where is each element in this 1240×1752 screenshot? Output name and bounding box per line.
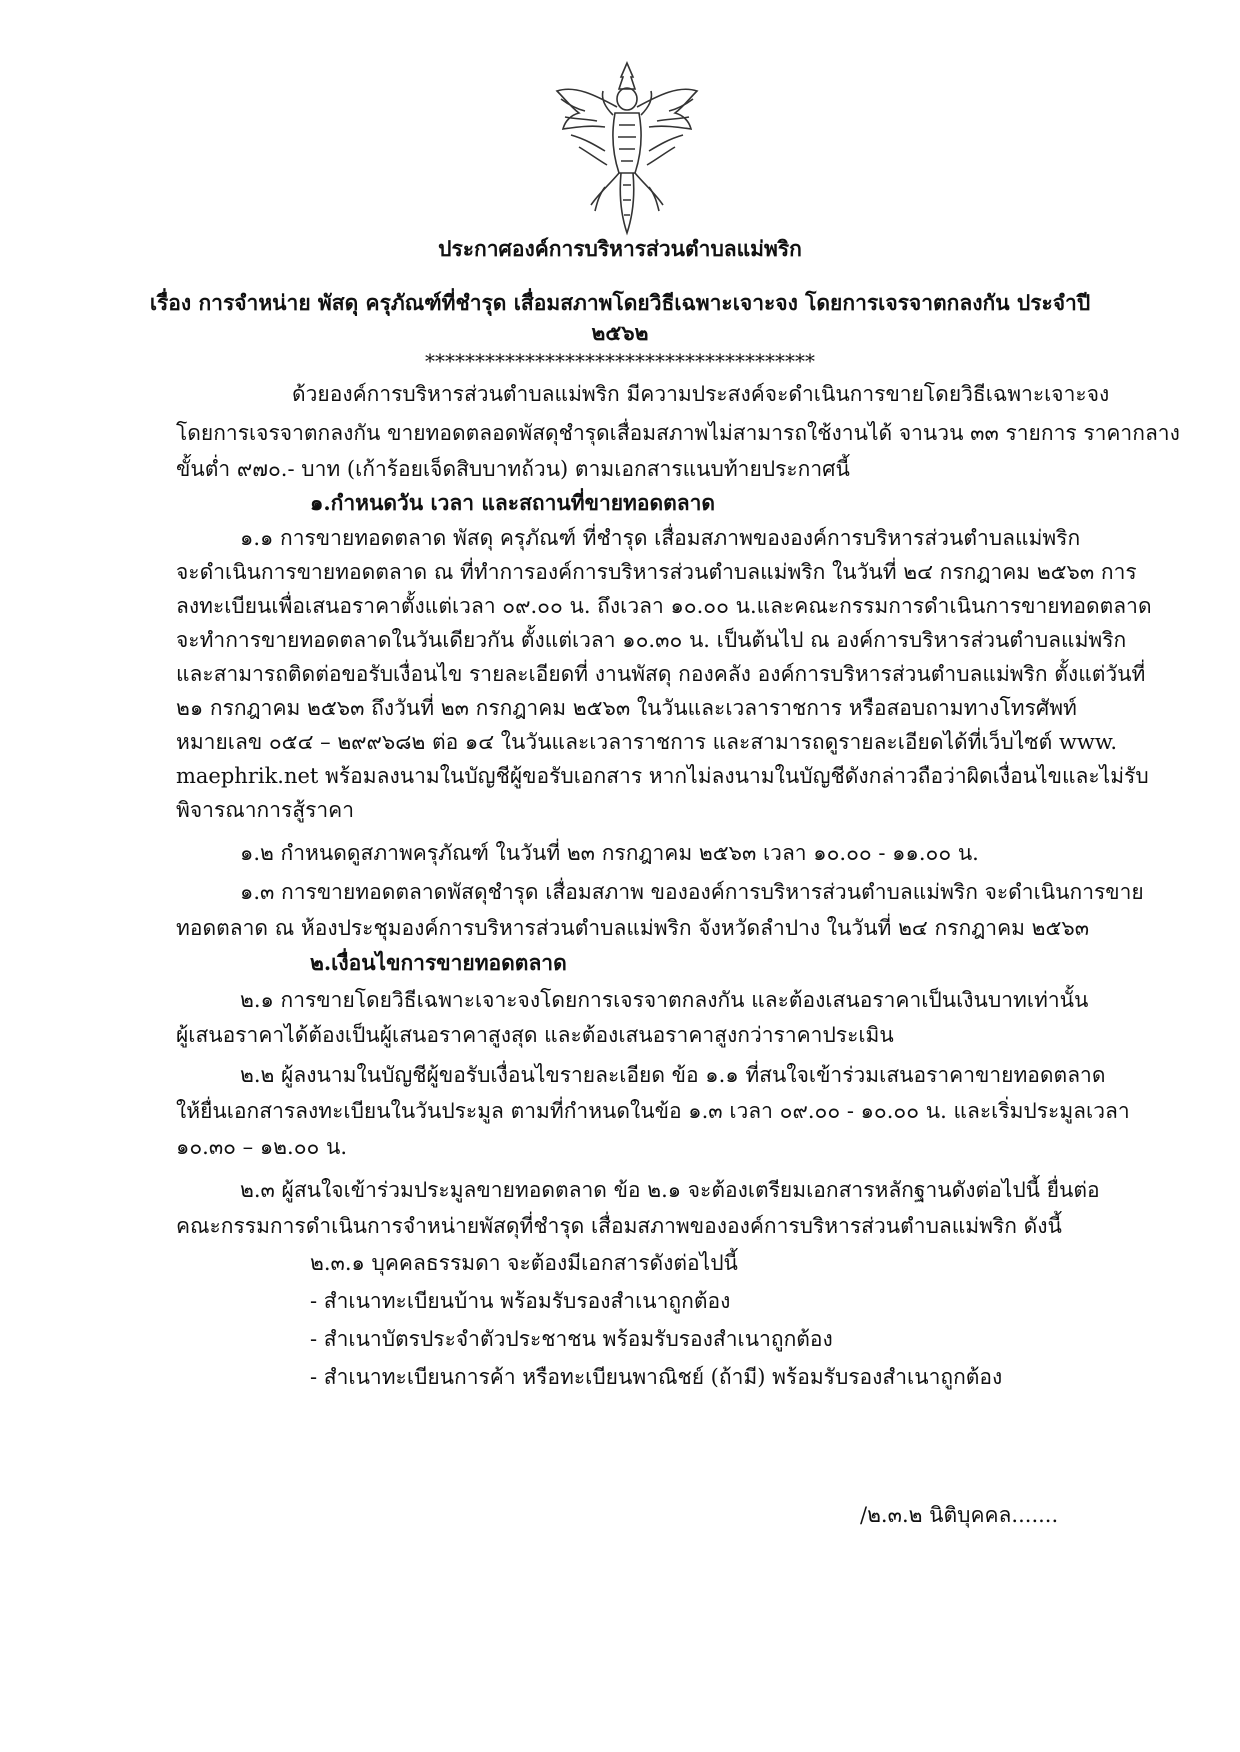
continuation-note: /๒.๓.๒ นิติบุคคล....... [860,1503,1059,1527]
document-list-item: - สำเนาทะเบียนบ้าน พร้อมรับรองสำเนาถูกต้อง [310,1286,730,1316]
item-1-2: ๑.๒ กำหนดดูสภาพครุภัณฑ์ ในวันที่ ๒๓ กรกฎาคม ๒๕๖๓ เวลา ๑๐.๐๐ - ๑๑.๐๐ น. [240,841,979,865]
item-1-1-line: พิจารณาการสู้ราคา [176,798,355,822]
item-1-1-line: และสามารถติดต่อขอรับเงื่อนไข รายละเอียดที่ งานพัสดุ กองคลัง องค์การบริหารส่วนตำบลแม่พริก ตั้งแต่วันที่ [176,662,1146,686]
intro-line: ขั้นต่ำ ๙๗๐.- บาท (เก้าร้อยเจ็ดสิบบาทถ้วน) ตามเอกสารแนบท้ายประกาศนี้ [176,457,850,481]
item-1-1-line: จะดำเนินการขายทอดตลาด ณ ที่ทำการองค์การบริหารส่วนตำบลแม่พริก ในวันที่ ๒๔ กรกฎาคม ๒๕๖๓ การ [176,560,1137,584]
item-2-2-line: ให้ยื่นเอกสารลงทะเบียนในวันประมูล ตามที่กำหนดในข้อ ๑.๓ เวลา ๐๙.๐๐ - ๑๐.๐๐ น. และเริ่มประมูลเวลา [176,1099,1130,1123]
intro-line: ด้วยองค์การบริหารส่วนตำบลแม่พริก มีความประสงค์จะดำเนินการขายโดยวิธีเฉพาะเจาะจง [292,382,1110,406]
garuda-emblem-icon [535,55,720,240]
item-2-1-line: ผู้เสนอราคาได้ต้องเป็นผู้เสนอราคาสูงสุด และต้องเสนอราคาสูงกว่าราคาประเมิน [176,1023,894,1047]
item-1-1-line: หมายเลข ๐๕๔ – ๒๙๙๖๘๒ ต่อ ๑๔ ในวันและเวลาราชการ และสามารถดูรายละเอียดได้ที่เว็บไซต์ www. [176,730,1118,754]
document-list-item: - สำเนาทะเบียนการค้า หรือทะเบียนพาณิชย์ (ถ้ามี) พร้อมรับรองสำเนาถูกต้อง [310,1362,1002,1392]
document-list-item: - สำเนาบัตรประจำตัวประชาชน พร้อมรับรองสำเนาถูกต้อง [310,1324,833,1354]
separator-line: *************************************** [425,349,815,373]
item-2-2-line: ๒.๒ ผู้ลงนามในบัญชีผู้ขอรับเงื่อนไขรายละเอียด ข้อ ๑.๑ ที่สนใจเข้าร่วมเสนอราคาขายทอดตลาด [240,1063,1106,1087]
item-2-1-line: ๒.๑ การขายโดยวิธีเฉพาะเจาะจงโดยการเจรจาตกลงกัน และต้องเสนอราคาเป็นเงินบาทเท่านั้น [240,988,1089,1012]
item-1-1-line: ๑.๑ การขายทอดตลาด พัสดุ ครุภัณฑ์ ที่ชำรุด เสื่อมสภาพขององค์การบริหารส่วนตำบลแม่พริก [240,526,1081,550]
item-1-3-line: ๑.๓ การขายทอดตลาดพัสดุชำรุด เสื่อมสภาพ ขององค์การบริหารส่วนตำบลแม่พริก จะดำเนินการขาย [240,880,1144,904]
section-2-heading: ๒.เงื่อนไขการขายทอดตลาด [310,950,567,975]
item-2-3-1: ๒.๓.๑ บุคคลธรรมดา จะต้องมีเอกสารดังต่อไปนี้ [310,1251,738,1275]
item-1-1-line: maephrik.net พร้อมลงนามในบัญชีผู้ขอรับเอกสาร หากไม่ลงนามในบัญชีดังกล่าวถือว่าผิดเงื่อนไขและไม่รับ [176,764,1149,788]
item-1-1-line: ลงทะเบียนเพื่อเสนอราคาตั้งแต่เวลา ๐๙.๐๐ น. ถึงเวลา ๑๐.๐๐ น.และคณะกรรมการดำเนินการขายทอดตลาด [176,594,1152,618]
item-2-2-line: ๑๐.๓๐ – ๑๒.๐๐ น. [176,1135,348,1159]
item-1-3-line: ทอดตลาด ณ ห้องประชุมองค์การบริหารส่วนตำบลแม่พริก จังหวัดลำปาง ในวันที่ ๒๔ กรกฎาคม ๒๕๖๓ [176,916,1090,940]
item-2-3-line: คณะกรรมการดำเนินการจำหน่ายพัสดุที่ชำรุด เสื่อมสภาพขององค์การบริหารส่วนตำบลแม่พริก ดังนี้ [176,1214,1062,1238]
announcement-title: ประกาศองค์การบริหารส่วนตำบลแม่พริก [438,236,802,261]
item-1-1-line: จะทำการขายทอดตลาดในวันเดียวกัน ตั้งแต่เวลา ๑๐.๓๐ น. เป็นต้นไป ณ องค์การบริหารส่วนตำบลแม่พริก [176,628,1127,652]
subject-line-2: ๒๕๖๒ [591,320,649,345]
item-2-3-line: ๒.๓ ผู้สนใจเข้าร่วมประมูลขายทอดตลาด ข้อ ๒.๑ จะต้องเตรียมเอกสารหลักฐานดังต่อไปนี้ ยื่นต่อ [240,1178,1100,1202]
item-1-1-line: ๒๑ กรกฎาคม ๒๕๖๓ ถึงวันที่ ๒๓ กรกฎาคม ๒๕๖๓ ในวันและเวลาราชการ หรือสอบถามทางโทรศัพท์ [176,696,1077,720]
subject-line-1: เรื่อง การจำหน่าย พัสดุ ครุภัณฑ์ที่ชำรุด เสื่อมสภาพโดยวิธีเฉพาะเจาะจง โดยการเจรจาตกลงกัน ประจำปี [149,290,1091,315]
intro-line: โดยการเจรจาตกลงกัน ขายทอดตลอดพัสดุชำรุดเสื่อมสภาพไม่สามารถใช้งานได้ จานวน ๓๓ รายการ ราคากลาง [176,421,1180,445]
section-1-heading: ๑.กำหนดวัน เวลา และสถานที่ขายทอดตลาด [310,490,716,515]
